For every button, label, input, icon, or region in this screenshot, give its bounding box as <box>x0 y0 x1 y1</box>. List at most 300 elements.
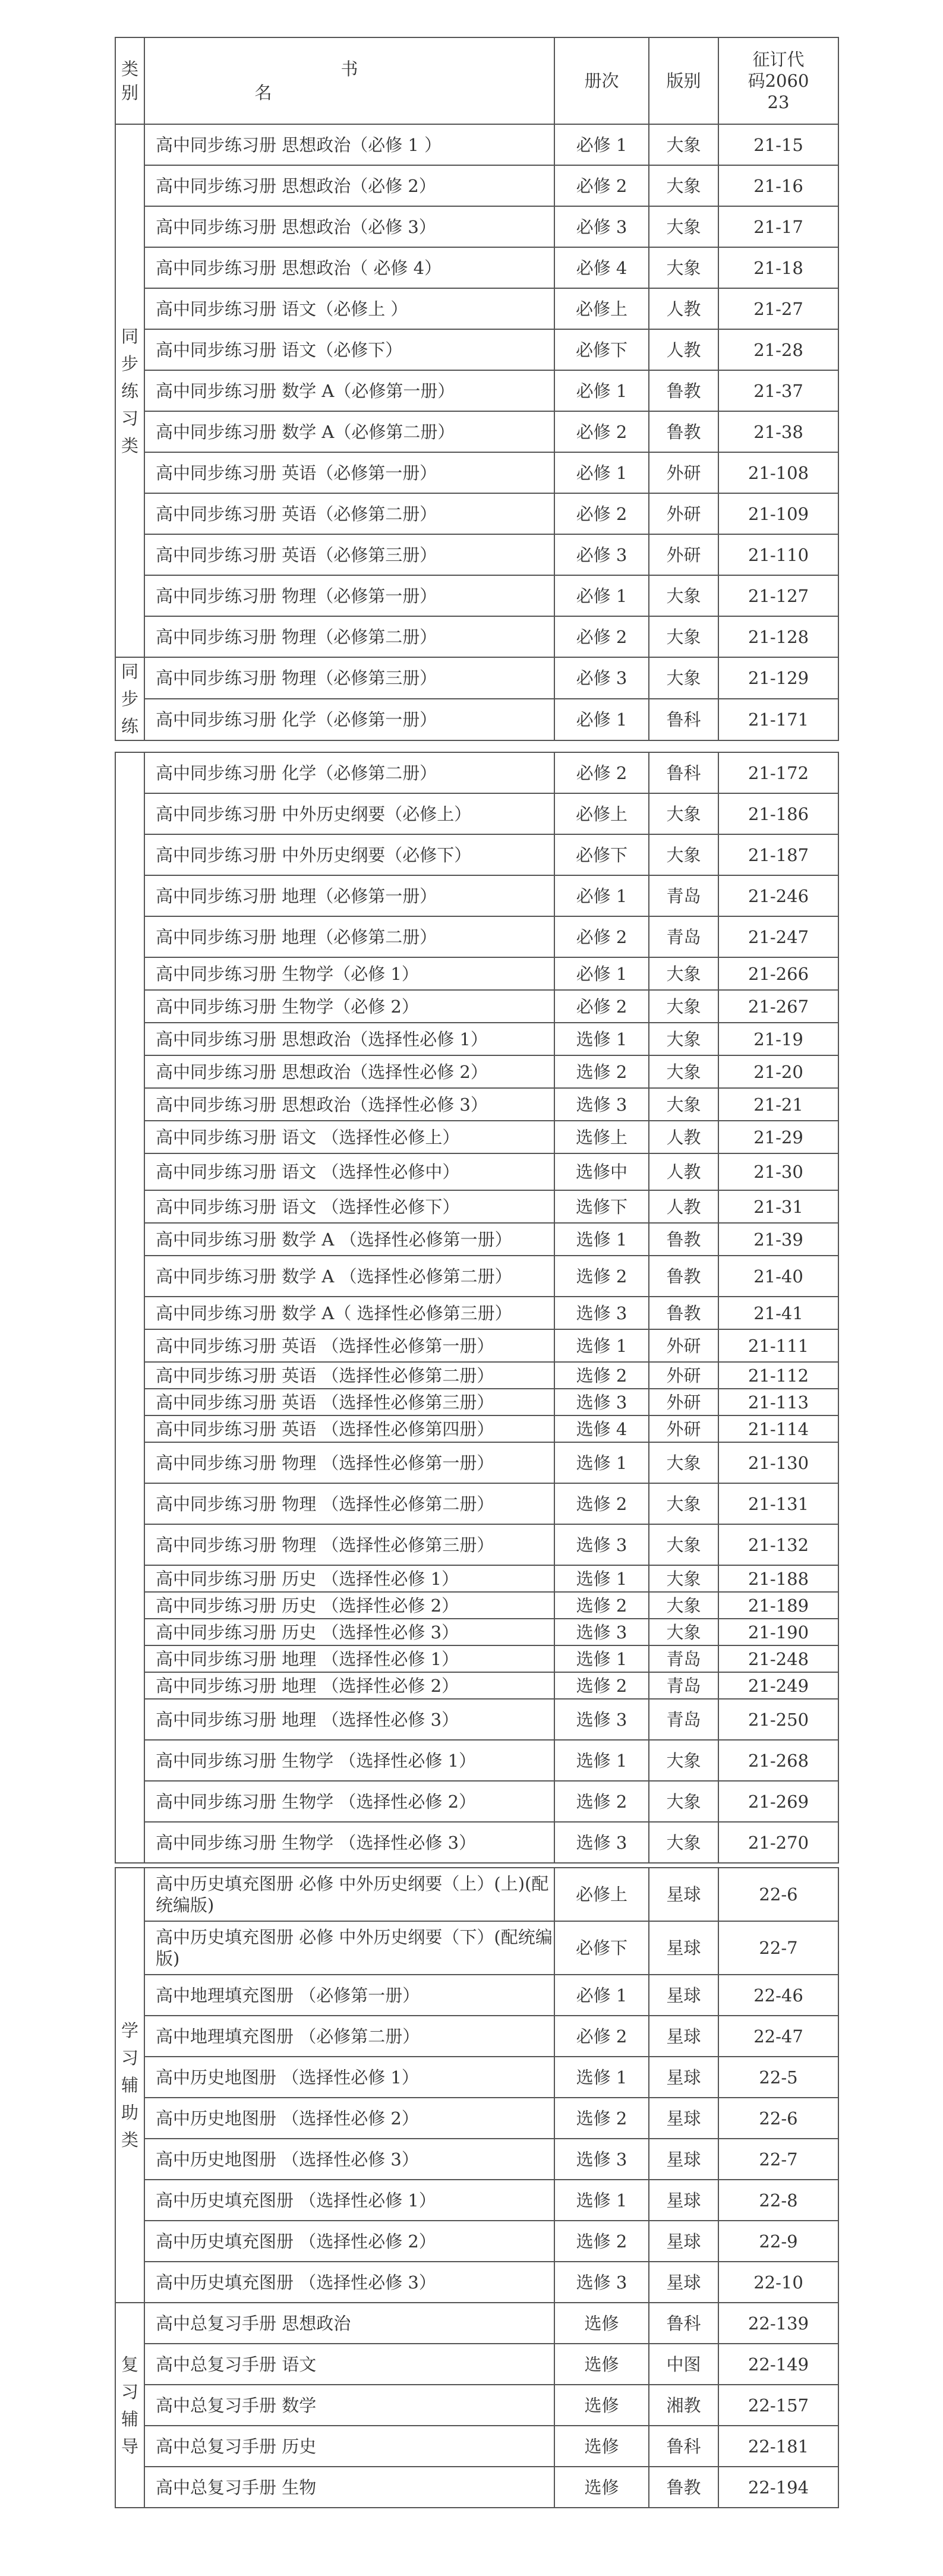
book-name-cell: 高中同步练习册 历史 （选择性必修 1） <box>144 1565 554 1592</box>
order-code-cell: 22-181 <box>718 2426 838 2467</box>
category-sync-practice-cont-text: 同步练 <box>121 661 138 736</box>
edition-cell: 大象 <box>649 1055 718 1088</box>
edition-cell: 鲁科 <box>649 2426 718 2467</box>
book-name-cell: 高中同步练习册 数学 A（必修第二册） <box>144 411 554 452</box>
volume-cell: 选修 2 <box>554 1483 649 1524</box>
order-code-cell: 22-6 <box>718 2098 838 2139</box>
volume-cell: 必修 3 <box>554 534 649 575</box>
order-code-cell: 21-247 <box>718 916 838 957</box>
category-sync-practice-text: 同步练习类 <box>121 326 138 456</box>
edition-cell: 青岛 <box>649 875 718 916</box>
volume-cell: 必修 3 <box>554 657 649 699</box>
volume-cell: 选修 <box>554 2385 649 2426</box>
edition-cell: 中图 <box>649 2344 718 2385</box>
order-code-cell: 21-19 <box>718 1023 838 1055</box>
order-code-cell: 21-267 <box>718 990 838 1023</box>
edition-cell: 大象 <box>649 575 718 616</box>
volume-cell: 选修上 <box>554 1121 649 1153</box>
book-name-cell: 高中同步练习册 生物学 （选择性必修 2） <box>144 1781 554 1822</box>
order-code-cell: 21-188 <box>718 1565 838 1592</box>
book-name-cell: 高中同步练习册 物理（必修第一册） <box>144 575 554 616</box>
order-code-cell: 22-9 <box>718 2221 838 2262</box>
table-row <box>115 2262 838 2303</box>
table-row <box>115 575 838 616</box>
order-code-cell: 22-7 <box>718 1921 838 1975</box>
order-code-cell: 21-18 <box>718 247 838 288</box>
edition-cell: 大象 <box>649 1483 718 1524</box>
book-name-cell: 高中历史填充图册 （选择性必修 2） <box>144 2221 554 2262</box>
order-code-cell: 21-27 <box>718 288 838 329</box>
table-row <box>115 957 838 990</box>
edition-cell: 大象 <box>649 1619 718 1645</box>
book-name-cell: 高中同步练习册 英语 （选择性必修第三册） <box>144 1389 554 1415</box>
edition-cell: 大象 <box>649 1592 718 1619</box>
order-code-cell: 21-108 <box>718 452 838 493</box>
volume-cell: 选修 3 <box>554 1389 649 1415</box>
edition-cell: 鲁教 <box>649 1256 718 1297</box>
table-row <box>115 1088 838 1121</box>
book-name-cell: 高中同步练习册 语文 （选择性必修上） <box>144 1121 554 1153</box>
book-name-cell: 高中同步练习册 英语 （选择性必修第一册） <box>144 1329 554 1362</box>
table-row <box>115 493 838 534</box>
book-name-cell: 高中同步练习册 英语 （选择性必修第四册） <box>144 1415 554 1442</box>
order-code-cell: 21-132 <box>718 1524 838 1565</box>
volume-cell: 选修 3 <box>554 1619 649 1645</box>
volume-cell: 选修 2 <box>554 1672 649 1699</box>
table-row <box>115 1822 838 1863</box>
order-code-cell: 21-110 <box>718 534 838 575</box>
edition-cell: 人教 <box>649 1153 718 1190</box>
header-category-char-2: 别 <box>121 83 138 103</box>
table-row <box>115 1975 838 2016</box>
volume-cell: 必修 2 <box>554 916 649 957</box>
book-name-cell: 高中总复习手册 思想政治 <box>144 2303 554 2344</box>
edition-cell: 星球 <box>649 1975 718 2016</box>
volume-cell: 选修 2 <box>554 1781 649 1822</box>
volume-cell: 选修 1 <box>554 2180 649 2221</box>
edition-cell: 星球 <box>649 1868 718 1921</box>
table-row <box>115 1781 838 1822</box>
volume-cell: 选修 <box>554 2467 649 2508</box>
order-code-cell: 21-17 <box>718 206 838 247</box>
catalog-table-1 <box>115 37 839 741</box>
edition-cell: 鲁科 <box>649 2303 718 2344</box>
volume-cell: 选修 1 <box>554 1223 649 1256</box>
edition-cell: 外研 <box>649 1329 718 1362</box>
volume-cell: 必修 1 <box>554 1975 649 2016</box>
book-name-cell: 高中地理填充图册 （必修第一册） <box>144 1975 554 2016</box>
header-order-code <box>718 37 838 124</box>
volume-cell: 选修 3 <box>554 2262 649 2303</box>
table-row <box>115 875 838 916</box>
table-row <box>115 1921 838 1975</box>
book-name-cell: 高中同步练习册 历史 （选择性必修 2） <box>144 1592 554 1619</box>
order-code-cell: 21-266 <box>718 957 838 990</box>
table-row <box>115 1329 838 1362</box>
edition-cell: 星球 <box>649 2221 718 2262</box>
table-row <box>115 1524 838 1565</box>
header-book-title <box>144 37 554 124</box>
book-name-cell: 高中同步练习册 思想政治（选择性必修 1） <box>144 1023 554 1055</box>
edition-cell: 大象 <box>649 957 718 990</box>
table-row <box>115 2344 838 2385</box>
order-code-cell: 21-41 <box>718 1297 838 1329</box>
volume-cell: 选修 2 <box>554 1592 649 1619</box>
category-sync-practice <box>115 124 144 657</box>
order-code-cell: 21-109 <box>718 493 838 534</box>
table-row <box>115 1389 838 1415</box>
edition-cell: 大象 <box>649 1524 718 1565</box>
order-code-cell: 21-131 <box>718 1483 838 1524</box>
volume-cell: 选修 3 <box>554 1088 649 1121</box>
volume-cell: 选修 <box>554 2344 649 2385</box>
order-code-cell: 21-111 <box>718 1329 838 1362</box>
order-code-cell: 21-129 <box>718 657 838 699</box>
book-name-cell: 高中同步练习册 中外历史纲要（必修下） <box>144 834 554 875</box>
table-row <box>115 1055 838 1088</box>
book-name-cell: 高中历史地图册 （选择性必修 3） <box>144 2139 554 2180</box>
order-code-cell: 21-29 <box>718 1121 838 1153</box>
order-code-cell: 21-268 <box>718 1740 838 1781</box>
table-header-row <box>115 37 838 124</box>
volume-cell: 选修 1 <box>554 1329 649 1362</box>
table-row <box>115 2467 838 2508</box>
table-row <box>115 616 838 657</box>
edition-cell: 人教 <box>649 288 718 329</box>
book-name-cell: 高中同步练习册 物理 （选择性必修第一册） <box>144 1442 554 1483</box>
order-code-cell: 22-139 <box>718 2303 838 2344</box>
table-row <box>115 2098 838 2139</box>
table-row <box>115 1415 838 1442</box>
volume-cell: 必修下 <box>554 834 649 875</box>
table-row <box>115 1442 838 1483</box>
section-3-rows <box>115 1868 838 2508</box>
order-code-cell: 22-6 <box>718 1868 838 1921</box>
header-book-title-text: 书 名 <box>254 59 531 103</box>
order-code-cell: 21-189 <box>718 1592 838 1619</box>
book-name-cell: 高中同步练习册 语文 （选择性必修下） <box>144 1190 554 1223</box>
table-row <box>115 1362 838 1389</box>
book-name-cell: 高中历史地图册 （选择性必修 1） <box>144 2057 554 2098</box>
edition-cell: 星球 <box>649 2057 718 2098</box>
edition-cell: 人教 <box>649 1190 718 1223</box>
volume-cell: 选修 3 <box>554 1524 649 1565</box>
table-row <box>115 2057 838 2098</box>
table-row <box>115 1740 838 1781</box>
book-name-cell: 高中同步练习册 生物学（必修 2） <box>144 990 554 1023</box>
volume-cell: 必修上 <box>554 288 649 329</box>
volume-cell: 选修中 <box>554 1153 649 1190</box>
edition-cell: 大象 <box>649 616 718 657</box>
table-row <box>115 793 838 834</box>
volume-cell: 必修 3 <box>554 206 649 247</box>
order-code-cell: 21-28 <box>718 329 838 370</box>
order-code-cell: 21-250 <box>718 1699 838 1740</box>
table-row <box>115 1672 838 1699</box>
order-code-cell: 22-149 <box>718 2344 838 2385</box>
table-row <box>115 1223 838 1256</box>
edition-cell: 鲁科 <box>649 752 718 793</box>
order-code-cell: 21-112 <box>718 1362 838 1389</box>
edition-cell: 青岛 <box>649 916 718 957</box>
volume-cell: 选修 3 <box>554 1699 649 1740</box>
order-code-cell: 21-270 <box>718 1822 838 1863</box>
book-name-cell: 高中总复习手册 数学 <box>144 2385 554 2426</box>
order-code-cell: 21-31 <box>718 1190 838 1223</box>
table-row <box>115 752 838 793</box>
book-name-cell: 高中同步练习册 思想政治（必修 2） <box>144 165 554 206</box>
order-code-cell: 21-190 <box>718 1619 838 1645</box>
edition-cell: 外研 <box>649 493 718 534</box>
edition-cell: 青岛 <box>649 1645 718 1672</box>
order-code-cell: 21-246 <box>718 875 838 916</box>
order-code-cell: 22-46 <box>718 1975 838 2016</box>
book-name-cell: 高中同步练习册 生物学 （选择性必修 3） <box>144 1822 554 1863</box>
book-name-cell: 高中历史填充图册 （选择性必修 3） <box>144 2262 554 2303</box>
edition-cell: 外研 <box>649 1415 718 1442</box>
table-row <box>115 411 838 452</box>
book-name-cell: 高中同步练习册 生物学 （选择性必修 1） <box>144 1740 554 1781</box>
table-row <box>115 124 838 165</box>
edition-cell: 鲁教 <box>649 411 718 452</box>
table-row <box>115 329 838 370</box>
edition-cell: 鲁教 <box>649 370 718 411</box>
order-code-cell: 21-248 <box>718 1645 838 1672</box>
edition-cell: 大象 <box>649 247 718 288</box>
book-name-cell: 高中同步练习册 物理 （选择性必修第三册） <box>144 1524 554 1565</box>
edition-cell: 人教 <box>649 1121 718 1153</box>
catalog-table-3 <box>115 1867 839 2508</box>
edition-cell: 鲁教 <box>649 2467 718 2508</box>
volume-cell: 选修 3 <box>554 1822 649 1863</box>
table-row <box>115 452 838 493</box>
book-name-cell: 高中同步练习册 地理 （选择性必修 1） <box>144 1645 554 1672</box>
volume-cell: 选修 1 <box>554 1565 649 1592</box>
table-row <box>115 1868 838 1921</box>
book-name-cell: 高中同步练习册 英语（必修第三册） <box>144 534 554 575</box>
book-name-cell: 高中同步练习册 思想政治（选择性必修 2） <box>144 1055 554 1088</box>
book-name-cell: 高中同步练习册 地理 （选择性必修 3） <box>144 1699 554 1740</box>
edition-cell: 大象 <box>649 206 718 247</box>
volume-cell: 必修 2 <box>554 616 649 657</box>
edition-cell: 星球 <box>649 2180 718 2221</box>
order-code-cell: 21-39 <box>718 1223 838 1256</box>
book-name-cell: 高中同步练习册 思想政治（必修 3） <box>144 206 554 247</box>
volume-cell: 选修 2 <box>554 1362 649 1389</box>
category-review-guidance <box>115 2303 144 2508</box>
table-row <box>115 699 838 740</box>
book-name-cell: 高中同步练习册 生物学（必修 1） <box>144 957 554 990</box>
header-edition: 版别 <box>649 37 718 124</box>
book-name-cell: 高中历史填充图册 必修 中外历史纲要（下）(配统编版) <box>144 1921 554 1975</box>
volume-cell: 选修 1 <box>554 2057 649 2098</box>
book-name-cell: 高中总复习手册 历史 <box>144 2426 554 2467</box>
section-1-rows <box>115 124 838 740</box>
book-name-cell: 高中总复习手册 生物 <box>144 2467 554 2508</box>
order-code-cell: 21-127 <box>718 575 838 616</box>
volume-cell: 必修 4 <box>554 247 649 288</box>
header-order-code-text: 征订代码206023 <box>748 49 809 112</box>
book-name-cell: 高中同步练习册 物理（必修第三册） <box>144 657 554 699</box>
table-row <box>115 1153 838 1190</box>
volume-cell: 选修 <box>554 2303 649 2344</box>
order-code-cell: 21-21 <box>718 1088 838 1121</box>
edition-cell: 星球 <box>649 2016 718 2057</box>
table-row <box>115 657 838 699</box>
order-code-cell: 21-15 <box>718 124 838 165</box>
book-name-cell: 高中同步练习册 语文（必修下） <box>144 329 554 370</box>
volume-cell: 选修 2 <box>554 1256 649 1297</box>
book-name-cell: 高中总复习手册 语文 <box>144 2344 554 2385</box>
order-code-cell: 21-16 <box>718 165 838 206</box>
book-name-cell: 高中同步练习册 数学 A（ 选择性必修第三册） <box>144 1297 554 1329</box>
category-study-aids-text: 学习辅助类 <box>121 2020 138 2150</box>
volume-cell: 必修下 <box>554 329 649 370</box>
volume-cell: 必修 1 <box>554 575 649 616</box>
book-name-cell: 高中历史填充图册 必修 中外历史纲要（上）(上)(配统编版) <box>144 1868 554 1921</box>
edition-cell: 青岛 <box>649 1699 718 1740</box>
book-name-cell: 高中同步练习册 地理 （选择性必修 2） <box>144 1672 554 1699</box>
edition-cell: 大象 <box>649 1822 718 1863</box>
table-row <box>115 2180 838 2221</box>
edition-cell: 星球 <box>649 2262 718 2303</box>
edition-cell: 人教 <box>649 329 718 370</box>
volume-cell: 必修 2 <box>554 2016 649 2057</box>
edition-cell: 大象 <box>649 1023 718 1055</box>
table-row <box>115 1256 838 1297</box>
edition-cell: 大象 <box>649 834 718 875</box>
table-row <box>115 916 838 957</box>
edition-cell: 外研 <box>649 534 718 575</box>
volume-cell: 选修 1 <box>554 1442 649 1483</box>
edition-cell: 大象 <box>649 165 718 206</box>
volume-cell: 选修 <box>554 2426 649 2467</box>
table-row <box>115 1121 838 1153</box>
edition-cell: 星球 <box>649 2098 718 2139</box>
volume-cell: 选修 3 <box>554 2139 649 2180</box>
edition-cell: 湘教 <box>649 2385 718 2426</box>
category-empty <box>115 752 144 1863</box>
book-name-cell: 高中同步练习册 数学 A（必修第一册） <box>144 370 554 411</box>
volume-cell: 必修下 <box>554 1921 649 1975</box>
edition-cell: 鲁教 <box>649 1297 718 1329</box>
edition-cell: 外研 <box>649 1362 718 1389</box>
book-name-cell: 高中同步练习册 数学 A （选择性必修第一册） <box>144 1223 554 1256</box>
edition-cell: 大象 <box>649 124 718 165</box>
order-code-cell: 21-249 <box>718 1672 838 1699</box>
order-code-cell: 21-130 <box>718 1442 838 1483</box>
table-row <box>115 2426 838 2467</box>
catalog-table-2 <box>115 752 839 1864</box>
order-code-cell: 22-7 <box>718 2139 838 2180</box>
book-name-cell: 高中同步练习册 物理（必修第二册） <box>144 616 554 657</box>
table-row <box>115 247 838 288</box>
table-row <box>115 370 838 411</box>
table-row <box>115 2139 838 2180</box>
table-row <box>115 2016 838 2057</box>
volume-cell: 必修 1 <box>554 124 649 165</box>
book-name-cell: 高中同步练习册 语文 （选择性必修中） <box>144 1153 554 1190</box>
table-row <box>115 1190 838 1223</box>
volume-cell: 必修 2 <box>554 165 649 206</box>
order-code-cell: 21-187 <box>718 834 838 875</box>
order-code-cell: 22-8 <box>718 2180 838 2221</box>
edition-cell: 大象 <box>649 657 718 699</box>
edition-cell: 大象 <box>649 1088 718 1121</box>
table-row <box>115 1619 838 1645</box>
table-row <box>115 2385 838 2426</box>
table-row <box>115 1645 838 1672</box>
volume-cell: 必修 1 <box>554 957 649 990</box>
order-code-cell: 21-114 <box>718 1415 838 1442</box>
table-row <box>115 206 838 247</box>
book-name-cell: 高中同步练习册 思想政治（ 必修 4） <box>144 247 554 288</box>
table-row <box>115 2303 838 2344</box>
order-code-cell: 21-113 <box>718 1389 838 1415</box>
volume-cell: 选修 3 <box>554 1297 649 1329</box>
table-row <box>115 1023 838 1055</box>
edition-cell: 大象 <box>649 1565 718 1592</box>
volume-cell: 选修 2 <box>554 2221 649 2262</box>
volume-cell: 必修 1 <box>554 875 649 916</box>
book-name-cell: 高中同步练习册 地理（必修第一册） <box>144 875 554 916</box>
book-name-cell: 高中同步练习册 英语 （选择性必修第二册） <box>144 1362 554 1389</box>
volume-cell: 选修 1 <box>554 1645 649 1672</box>
edition-cell: 大象 <box>649 1781 718 1822</box>
category-study-aids <box>115 1868 144 2303</box>
table-row <box>115 165 838 206</box>
edition-cell: 大象 <box>649 793 718 834</box>
header-volume: 册次 <box>554 37 649 124</box>
edition-cell: 星球 <box>649 1921 718 1975</box>
order-code-cell: 21-20 <box>718 1055 838 1088</box>
edition-cell: 星球 <box>649 2139 718 2180</box>
section-2-rows <box>115 752 838 1863</box>
volume-cell: 选修 1 <box>554 1740 649 1781</box>
volume-cell: 必修 1 <box>554 370 649 411</box>
order-code-cell: 22-10 <box>718 2262 838 2303</box>
order-code-cell: 21-40 <box>718 1256 838 1297</box>
book-name-cell: 高中同步练习册 中外历史纲要（必修上） <box>144 793 554 834</box>
book-name-cell: 高中历史地图册 （选择性必修 2） <box>144 2098 554 2139</box>
volume-cell: 必修 1 <box>554 699 649 740</box>
volume-cell: 必修 2 <box>554 990 649 1023</box>
table-row <box>115 1565 838 1592</box>
order-code-cell: 22-157 <box>718 2385 838 2426</box>
table-row <box>115 1297 838 1329</box>
volume-cell: 必修 2 <box>554 411 649 452</box>
book-name-cell: 高中同步练习册 化学（必修第二册） <box>144 752 554 793</box>
table-row <box>115 288 838 329</box>
edition-cell: 鲁教 <box>649 1223 718 1256</box>
book-name-cell: 高中同步练习册 物理 （选择性必修第二册） <box>144 1483 554 1524</box>
table-row <box>115 1483 838 1524</box>
book-name-cell: 高中同步练习册 思想政治（必修 1 ） <box>144 124 554 165</box>
table-row <box>115 534 838 575</box>
table-row <box>115 834 838 875</box>
table-row <box>115 990 838 1023</box>
volume-cell: 必修上 <box>554 793 649 834</box>
header-category-char-1: 类 <box>121 59 138 79</box>
order-code-cell: 22-47 <box>718 2016 838 2057</box>
edition-cell: 外研 <box>649 1389 718 1415</box>
book-name-cell: 高中同步练习册 地理（必修第二册） <box>144 916 554 957</box>
edition-cell: 青岛 <box>649 1672 718 1699</box>
book-name-cell: 高中历史填充图册 （选择性必修 1） <box>144 2180 554 2221</box>
edition-cell: 大象 <box>649 990 718 1023</box>
volume-cell: 选修 1 <box>554 1023 649 1055</box>
table-row <box>115 1592 838 1619</box>
